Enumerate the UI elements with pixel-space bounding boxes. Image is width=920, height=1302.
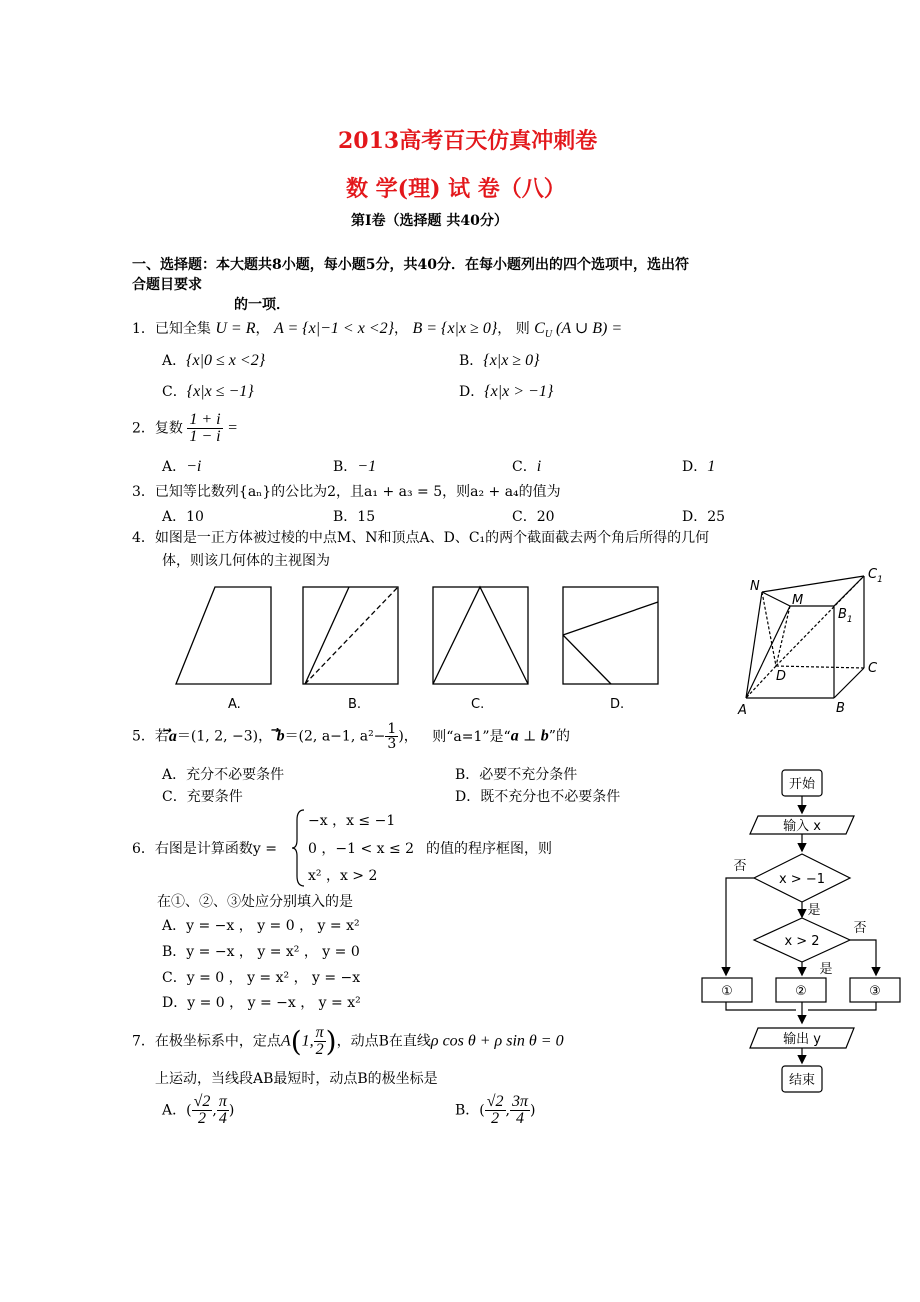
cube-label-c1: $C_1$: [868, 567, 883, 585]
q1-universe: U = R: [215, 320, 256, 337]
q3-option-d: D．25: [682, 509, 726, 525]
exam-subtitle: 数 学(理) 试 卷（八）: [346, 176, 566, 202]
flow-end-label: 结束: [788, 1073, 816, 1088]
q5-fraction: $\frac{1}{3}$: [387, 721, 397, 752]
view-c: [433, 587, 528, 684]
instructions-line1: 一、选择题：本大题共8小题，每小题5分，共40分．在每小题列出的四个选项中，选出符: [132, 257, 689, 273]
question-5: 5．若a＝(1, 2, −3)， b＝(2, a−1, a²− $\frac{1}{3}$ )， 则“a=1”是“a ⊥ b”的: [132, 721, 570, 752]
q1-option-c: C．{x|x ≤ −1}: [162, 383, 254, 400]
q1-option-b: B．{x|x ≥ 0}: [459, 352, 540, 369]
q4-cube-figure: [728, 562, 890, 722]
view-d: [563, 587, 658, 684]
q2-option-d: D．1: [682, 458, 716, 475]
cube-label-d: D: [776, 669, 787, 684]
cube-label-a: A: [738, 703, 747, 718]
question-3: 3．已知等比数列{aₙ}的公比为2，且a₁ + a₃ = 5，则a₂ + a₄的值为: [132, 484, 561, 500]
q6-case-1: −x ，x ≤ −1: [308, 813, 396, 829]
question-6: 6．右图是计算函数y =: [132, 841, 277, 857]
view-a: [176, 587, 271, 684]
flow-yes2-label: 是: [819, 962, 833, 977]
view-b: [303, 587, 398, 684]
q5-option-a: A．充分不必要条件: [162, 767, 285, 783]
view-label-d: D.: [610, 697, 625, 712]
q6-option-c: C．y = 0 ， y = x² ， y = −x: [162, 970, 361, 986]
q1-set-a: A = {x|−1 < x <2}: [273, 320, 395, 337]
q4-view-options: [170, 582, 670, 712]
cube-label-n: N: [750, 579, 760, 594]
flow-cond2-label: x > 2: [784, 934, 820, 949]
section-heading: 第Ⅰ卷（选择题 共40分）: [351, 213, 508, 229]
question-4-line2: 体，则该几何体的主视图为: [162, 553, 330, 569]
flow-no2-label: 否: [853, 921, 867, 936]
flow-cond1-label: x > −1: [778, 872, 826, 887]
cube-label-b: B: [836, 701, 845, 716]
q1-ask-prefix: 则: [515, 321, 530, 337]
q7-line-equation: ρ cos θ + ρ sin θ = 0: [430, 1032, 564, 1050]
q6-case-2: 0 ，−1 < x ≤ 2: [308, 841, 415, 857]
q2-option-c: C．i: [512, 458, 542, 475]
q7-option-b: B．( $\frac{√2}{2}$ , $\frac{3\pi}{4}$ ): [455, 1093, 536, 1127]
q6-suffix: 的值的程序框图，则: [426, 841, 552, 857]
view-label-c: C.: [471, 697, 485, 712]
q3-option-b: B．15: [333, 509, 376, 525]
q5-option-c: C．充要条件: [162, 789, 243, 805]
flow-yes1-label: 是: [807, 903, 821, 918]
cube-label-m: M: [792, 593, 804, 608]
cube-label-b1: $B_1$: [838, 607, 853, 625]
cube-label-c: C: [868, 661, 878, 676]
question-7: 7．在极坐标系中，定点A(1, $\frac{\pi}{2}$ )，动点B在直线ρ cos θ + ρ sin θ = 0: [132, 1024, 564, 1058]
q1-set-b: B = {x|x ≥ 0}: [412, 320, 498, 337]
q2-fraction: $\frac{1 + i}{1 - i}$: [189, 411, 221, 445]
q5-option-b: B．必要不充分条件: [455, 767, 578, 783]
question-1: 1．已知全集 U = R， A = {x|−1 < x <2}， B = {x|x ≥ 0}， 则 $C_U$ (A ∪ B) =: [132, 320, 623, 341]
q3-option-c: C．20: [512, 509, 555, 525]
q6-brace: [292, 808, 306, 888]
q6-option-a: A．y = −x ， y = 0 ， y = x²: [162, 918, 360, 934]
q6-option-b: B．y = −x ， y = x² ， y = 0: [162, 944, 360, 960]
vector-b: b: [276, 727, 285, 745]
q3-option-a: A．10: [162, 509, 204, 525]
instructions-line2: 合题目要求: [132, 277, 202, 293]
question-2: 2．复数 $\frac{1 + i}{1 - i}$ =: [132, 411, 238, 445]
q6-option-d: D．y = 0 ， y = −x ， y = x²: [162, 995, 361, 1011]
q1-option-d: D．{x|x > −1}: [459, 383, 554, 400]
question-4-line1: 4．如图是一正方体被过棱的中点M、N和顶点A、D、C₁的两个截面截去两个角后所得的几何: [132, 530, 710, 546]
q1-ask: $C_U$ (A ∪ B) =: [534, 320, 623, 341]
flow-no1-label: 否: [733, 859, 747, 874]
q6-case-3: x² ，x > 2: [308, 868, 378, 884]
flow-start-label: 开始: [788, 777, 816, 792]
view-label-a: A.: [228, 697, 241, 712]
q5-option-d: D．既不充分也不必要条件: [455, 789, 621, 805]
q7-angle-fraction: $\frac{\pi}{2}$: [315, 1024, 324, 1058]
q1-prefix: 1．已知全集: [132, 321, 211, 337]
flow-box2-label: ②: [795, 984, 807, 999]
q7-line2: 上运动，当线段AB最短时，动点B的极坐标是: [155, 1071, 438, 1087]
flowchart: [696, 766, 906, 1096]
instructions-line3: 的一项．: [234, 297, 290, 313]
flow-box3-label: ③: [869, 984, 881, 999]
view-label-b: B.: [348, 697, 362, 712]
flow-box1-label: ①: [721, 984, 733, 999]
q2-option-b: B．−1: [333, 458, 377, 475]
q7-option-a: A．( $\frac{√2}{2}$ , $\frac{\pi}{4}$ ): [162, 1093, 235, 1127]
flow-output-label: 输出 y: [783, 1032, 821, 1047]
vector-a: a: [168, 727, 177, 745]
q6-line2: 在①、②、③处应分别填入的是: [157, 894, 353, 910]
flow-input-label: 输入 x: [783, 819, 821, 834]
q1-option-a: A．{x|0 ≤ x <2}: [162, 352, 266, 369]
q2-option-a: A．−i: [162, 458, 202, 475]
exam-title: 2013高考百天仿真冲刺卷: [338, 128, 598, 154]
